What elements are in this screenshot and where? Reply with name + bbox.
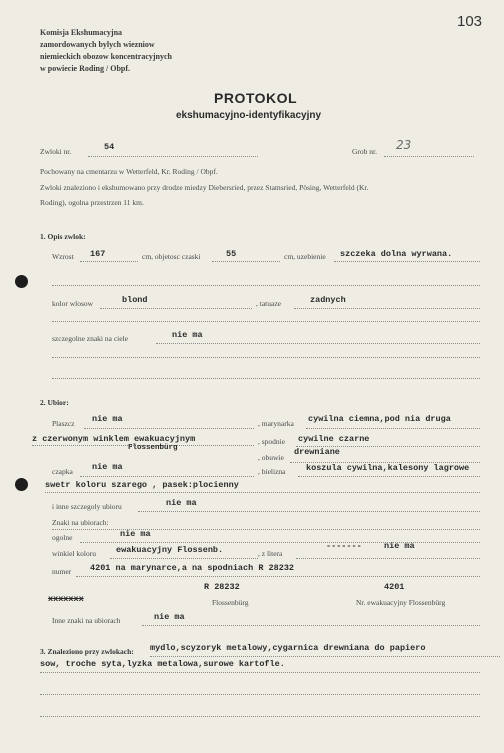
evac-number: 4201 bbox=[384, 582, 405, 592]
litera-value: nie ma bbox=[384, 541, 415, 551]
punch-hole-bottom bbox=[15, 478, 28, 491]
ogolne-value: nie ma bbox=[120, 529, 151, 539]
wzrost-cm-label: cm, objetosc czaski bbox=[142, 252, 201, 261]
section3-value-line-2: sow, troche syta,lyzka metalowa,surowe kartofle. bbox=[40, 659, 285, 669]
intro-line-1: Pochowany na cmentarzu w Wetterfeld, Kr. Roding / Obpf. bbox=[40, 167, 218, 176]
document-subtitle: ekshumacyjno-identyfikacyjny bbox=[176, 110, 322, 121]
r-number: R 28232 bbox=[204, 582, 240, 592]
marynarka-label: , marynarka bbox=[258, 419, 294, 428]
plaszcz-value: nie ma bbox=[92, 414, 123, 424]
intro-line-2: Zwloki znaleziono i ekshumowano przy drodze miedzy Diebersried, przez Stamsried, Pösing, Wetterfeld (Kr. bbox=[40, 183, 369, 192]
page-number: 103 bbox=[457, 13, 483, 30]
winkiel-value: ewakuacyjny Flossenb. bbox=[116, 545, 224, 555]
bielizna-label: , bielizna bbox=[258, 467, 286, 476]
flossenburg-small: Flossenbürg bbox=[128, 444, 178, 452]
kolor-value: blond bbox=[122, 295, 148, 305]
znaki-ciele-label: szczegolne znaki na ciele bbox=[52, 334, 128, 343]
section2-heading: 2. Ubior: bbox=[40, 398, 69, 407]
uzebienie-value: szczeka dolna wyrwana. bbox=[340, 249, 453, 259]
section3-heading: 3. Znaleziono przy zwlokach: bbox=[40, 647, 134, 656]
obuwie-value: drewniane bbox=[294, 447, 340, 457]
wzrost-label: Wzrost bbox=[52, 252, 74, 261]
grob-value: 23 bbox=[396, 138, 412, 152]
numer-value: 4201 na marynarce,a na spodniach R 28232 bbox=[90, 563, 295, 573]
czapka-value: nie ma bbox=[92, 462, 123, 472]
kolor-label: kolor wlosow bbox=[52, 299, 94, 308]
numer-label: numer bbox=[52, 567, 72, 576]
section1-heading: 1. Opis zwlok: bbox=[40, 232, 86, 241]
tatuaze-label: , tatuaze bbox=[256, 299, 281, 308]
bielizna-value: koszula cywilna,kalesony lagrowe bbox=[306, 463, 470, 473]
spodnie-value: cywilne czarne bbox=[298, 434, 370, 444]
litera-dashes: ------- bbox=[326, 541, 362, 551]
inne-znaki-label: Inne znaki na ubiorach bbox=[52, 616, 121, 625]
czaszka-cm-label: cm, uzebienie bbox=[284, 252, 326, 261]
inne-szczegoly-value: nie ma bbox=[166, 498, 197, 508]
zwloki-value: 54 bbox=[104, 142, 115, 152]
litera-label: , z litera bbox=[258, 549, 283, 558]
evac-caption: Nr. ewakuacyjny Flossenbürg bbox=[356, 598, 446, 607]
marynarka-value: cywilna ciemna,pod nia druga bbox=[308, 414, 451, 424]
header-line-3: niemieckich obozow koncentracyjnych bbox=[40, 52, 172, 61]
header-line-2: zamordowanych bylych wiezniow bbox=[40, 40, 155, 49]
punch-hole-top bbox=[15, 275, 28, 288]
grob-label: Grob nr. bbox=[352, 147, 377, 156]
tatuaze-value: zadnych bbox=[310, 295, 346, 305]
document-title: PROTOKOL bbox=[214, 90, 298, 106]
header-line-1: Komisja Ekshumacyjna bbox=[40, 28, 123, 37]
intro-line-3: Roding), ogolna przestrzen 11 km. bbox=[40, 198, 144, 207]
section3-value-line-1: mydlo,scyzoryk metalowy,cygarnica drewniana do papiero bbox=[150, 643, 426, 653]
ogolne-label: ogolne bbox=[52, 533, 73, 542]
bielizna-continued: swetr koloru szarego , pasek:plocienny bbox=[45, 480, 239, 490]
zwloki-label: Zwloki nr. bbox=[40, 147, 72, 156]
wzrost-value: 167 bbox=[90, 249, 106, 259]
struck-entry: xxxxxxx bbox=[48, 594, 84, 604]
znaki-ubior-heading: Znaki na ubiorach: bbox=[52, 518, 109, 527]
marynarka-continued: z czerwonym winklem ewakuacyjnym bbox=[32, 434, 196, 444]
header-line-4: w powiecie Roding / Obpf. bbox=[40, 64, 131, 73]
plaszcz-label: Plaszcz bbox=[52, 419, 75, 428]
inne-znaki-value: nie ma bbox=[154, 612, 185, 622]
winkiel-label: winkiel koloru bbox=[52, 549, 96, 558]
r-caption: Flossenbürg bbox=[212, 598, 249, 607]
znaki-ciele-value: nie ma bbox=[172, 330, 203, 340]
inne-szczegoly-label: i inne szczegoly ubioru bbox=[52, 502, 122, 511]
spodnie-label: , spodnie bbox=[258, 437, 286, 446]
czaszka-value: 55 bbox=[226, 249, 237, 259]
czapka-label: czapka bbox=[52, 467, 73, 476]
obuwie-label: , obuwie bbox=[258, 453, 284, 462]
